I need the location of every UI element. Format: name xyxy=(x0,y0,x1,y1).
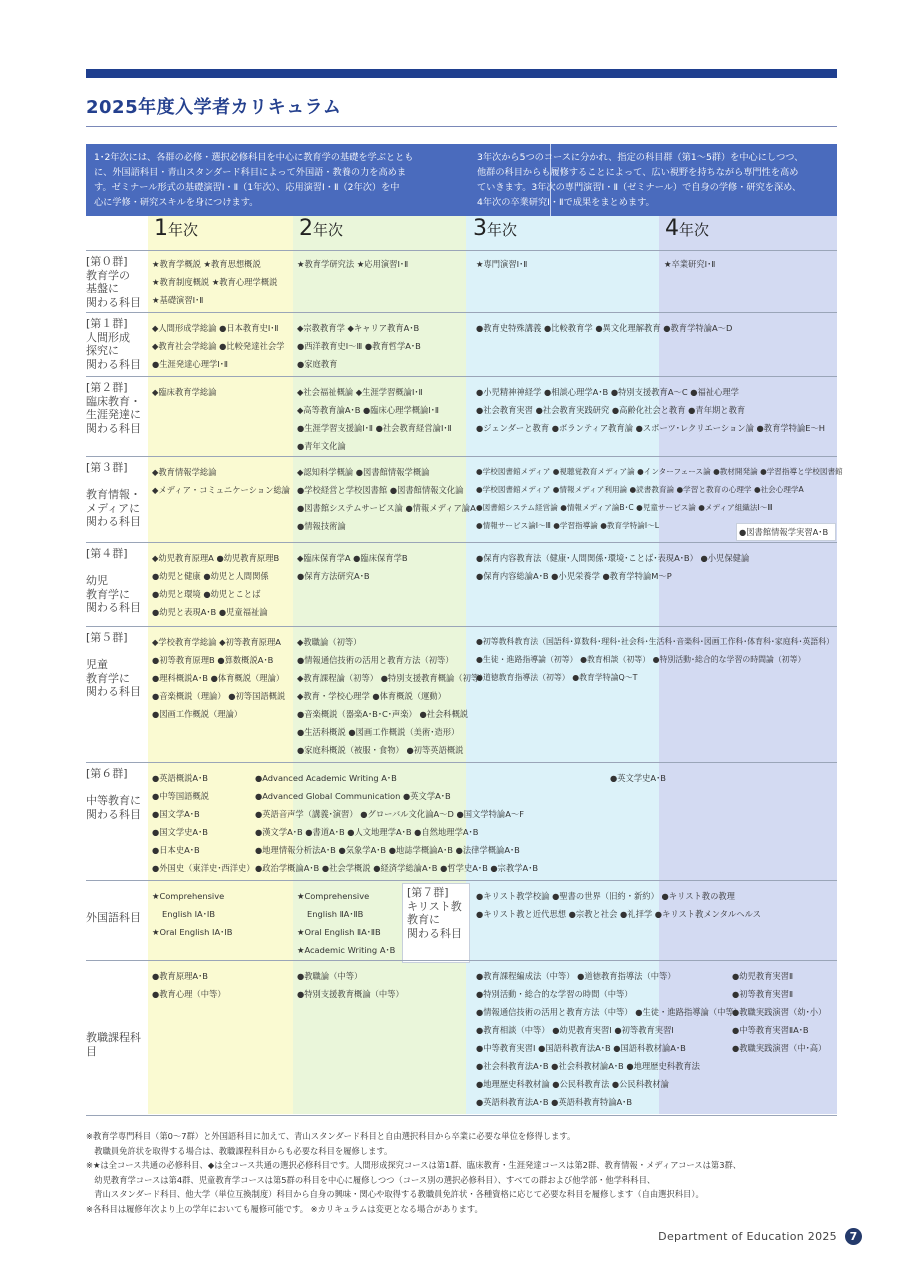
group-label: 外国語科目 xyxy=(86,911,141,924)
group-label: [第５群] 児童 教育学に 関わる科目 xyxy=(86,631,141,698)
year3-4-courses: ●英文学史A･B xyxy=(610,773,666,783)
page-title: 2025年度入学者カリキュラム xyxy=(86,97,342,118)
year2-courses: ★Comprehensive English ⅡA･ⅡB ★Oral English ⅡA･ⅡB ★Academic Writing A･B xyxy=(297,891,396,955)
footnotes: ※教育学専門科目（第0～7群）と外国語科目に加えて、青山スタンダード科目と自由選択科目から卒業に必要な単位を修得します。 教職員免許状を取得する場合は、教職課程科目からも必要な科目を履修します。 ※★は全コース共通の必修科目、◆は全コース共通の選択必修科目です。人間形成探究コースは第1群、臨床教育・生涯発達コースは第2群、教育情報・メディアコースは第3群、 幼児教育学コースは第4群、児童教育学コースは第5群の科目を中心に履修しつつ（コース別の選択必修科目）、すべての群および他学部・他学科科目、 青山スタンダード科目、他大学（単位互換制度）科目から自身の興味・関心や取得する教職員免許状・各種資格に応じて必要な科目を履修します（自由選択科目）。 ※各科目は履修年次より上の学年においても履修可能です。 ※カリキュラムは変更となる場合があります。 xyxy=(86,1131,742,1214)
year3-4-courses: ●キリスト教学校論 ●聖書の世界（旧約・新約） ●キリスト教の教理 ●キリスト教と近代思想 ●宗教と社会 ●礼拝学 ●キリスト教メンタルヘルス xyxy=(476,891,761,919)
page-number: 7 xyxy=(845,1228,862,1245)
year2-courses: ●教職論（中等） ●特別支援教育概論（中等） xyxy=(297,971,404,999)
year1-courses: ◆幼児教育原理A ●幼児教育原理B ●幼児と健康 ●幼児と人間関係 ●幼児と環境 ●幼児とことば ●幼児と表現A･B ●児童福祉論 xyxy=(152,553,280,617)
curriculum-row xyxy=(86,960,837,1116)
year4-courses: ★卒業研究Ⅰ･Ⅱ xyxy=(664,259,716,269)
year-3-header: 3年次 xyxy=(473,216,518,241)
year1-courses: ◆教育情報学総論 ◆メディア・コミュニケーション総論 xyxy=(152,467,290,495)
year1-courses: ◆臨床教育学総論 xyxy=(152,387,217,397)
group-label: [第０群] 教育学の 基盤に 関わる科目 xyxy=(86,255,141,309)
year-2-header: 2年次 xyxy=(299,216,344,241)
group-label: [第２群] 臨床教育・ 生涯発達に 関わる科目 xyxy=(86,381,141,435)
footer-text: Department of Education 2025 xyxy=(658,1230,837,1243)
curriculum-row xyxy=(86,762,837,881)
group-label: [第６群] 中等教育に 関わる科目 xyxy=(86,767,141,821)
year-4-header: 4年次 xyxy=(665,216,710,241)
year3-4-courses: ●学校図書館メディア ●視聴覚教育メディア論 ●インターフェース論 ●教材開発論 ●学習指導と学校図書館 ●学校図書館メディア ●情報メディア利用論 ●読書教育論 ●学習と教育の心理学 ●社会心理学A ●図書館システム経営論 ●情報メディア論B･C ●児童サービス論 ●メディア組織法Ⅰ～Ⅲ ●情報サービス論Ⅰ～Ⅲ ●学習指導論 ●教育学特論Ⅰ～L xyxy=(476,467,843,530)
intro-right: 3年次から5つのコースに分かれ、指定の科目群（第1～5群）を中心にしつつ、 他群の科目からも履修することによって、広い視野を持ちながら専門性を高め ていきます。3年次の専門演習Ⅰ・Ⅱ（ゼミナール）で自身の学修・研究を深め、 4年次の卒業研究Ⅰ・Ⅱで成果をまとめます。 xyxy=(477,152,804,208)
year1-courses: ●英語概説A･B ●中等国語概説 ●国文学A･B ●国文学史A･B ●日本史A･B ●外国史（東洋史･西洋史） xyxy=(152,773,255,873)
year2-courses: ◆臨床保育学A ●臨床保育学B ●保育方法研究A･B xyxy=(297,553,408,581)
year2-courses: ◆教職論（初等） ●情報通信技術の活用と教育方法（初等） ◆教育課程論（初等） ●特別支援教育概論（初等） ◆教育・学校心理学 ●体育概説（運動） ●音楽概説（器楽A･B･C･声楽） ●社会科概説 ●生活科概説 ●図画工作概説（美術･造形） ●家庭科概説（被服・食物） ●初等英語概説 xyxy=(297,637,488,755)
title-divider xyxy=(86,126,837,127)
year3-4-courses: ●初等教科教育法（国語科･算数科･理科･社会科･生活科･音楽科･図画工作科･体育科･家庭科･英語科） ●生徒・進路指導論（初等） ●教育相談（初等） ●特別活動･総合的な学習の時間論（初等） ●道徳教育指導法（初等） ●教育学特論Q～T xyxy=(476,637,835,682)
curriculum-row xyxy=(86,880,837,961)
group-label: [第１群] 人間形成 探究に 関わる科目 xyxy=(86,317,141,371)
intro-left: 1･2年次には、各群の必修・選択必修科目を中心に教育学の基礎を学ぶととも に、外国語科目・青山スタンダード科目によって外国語・教養の力を高めま す。ゼミナール形式の基礎演習Ⅰ・Ⅱ（1年次）、応用演習Ⅰ・Ⅱ（2年次）を中 心に学修・研究スキルを身につけます。 xyxy=(94,152,414,208)
curriculum-row xyxy=(86,376,837,457)
year3-courses: ★専門演習Ⅰ･Ⅱ xyxy=(476,259,528,269)
curriculum-row xyxy=(86,456,843,543)
library-practicum-box: ●図書館情報学実習A･B xyxy=(736,523,836,541)
curriculum-row xyxy=(86,542,837,627)
year3-4-courses: ●保育内容教育法（健康･人間関係･環境･ことば･表現A･B） ●小児保健論 ●保育内容総論A･B ●小児栄養学 ●教育学特論M～P xyxy=(476,553,750,581)
year-1-header: 1年次 xyxy=(154,216,199,241)
year1-courses: ★Comprehensive English ⅠA･ⅠB ★Oral English ⅠA･ⅠB xyxy=(152,891,233,937)
year1-courses: ★教育学概説 ★教育思想概説 ★教育制度概説 ★教育心理学概説 ★基礎演習Ⅰ･Ⅱ xyxy=(152,259,278,305)
curriculum-row xyxy=(86,250,837,313)
year2-courses: ◆社会福祉概論 ◆生涯学習概論Ⅰ･Ⅱ ◆高等教育論A･B ●臨床心理学概論Ⅰ･Ⅱ ●生涯学習支援論Ⅰ･Ⅱ ●社会教育経営論Ⅰ･Ⅱ ●青年文化論 xyxy=(297,387,452,451)
year2-courses: ★教育学研究法 ★応用演習Ⅰ･Ⅱ xyxy=(297,259,409,269)
year2-3-courses: ●Advanced Academic Writing A･B ●Advanced Global Communication ●英文学A･B ●英語音声学（講義･演習） ●グローバル文化論A～D ●国文学特論A～F ●漢文学A･B ●書道A･B ●人文地理学A･B ●自然地理学A･B ●地理情報分析法A･B ●気象学A･B ●地誌学概論A･B ●法律学概論A･B ●政治学概論A･B ●社会学概説 ●経済学総論A･B ●哲学史A･B ●宗教学A･B xyxy=(255,773,539,873)
year3-courses: ●教育課程編成法（中等） ●道徳教育指導法（中等） ●特別活動・総合的な学習の時間（中等） ●情報通信技術の活用と教育方法（中等） ●生徒・進路指導論（中等） ●教育相談（中等） ●幼児教育実習Ⅰ ●初等教育実習Ⅰ ●中等教育実習Ⅰ ●国語科教育法A･B ●国語科教材論A･B ●社会科教育法A･B ●社会科教材論A･B ●地理歴史科教育法 ●地理歴史科教材論 ●公民科教育法 ●公民科教材論 ●英語科教育法A･B ●英語科教育特論A･B xyxy=(476,971,743,1107)
intro-panel xyxy=(86,144,837,216)
year4-courses: ●幼児教育実習Ⅱ ●初等教育実習Ⅱ ●教職実践演習（幼･小） ●中等教育実習ⅡA･B ●教職実践演習（中･高） xyxy=(732,971,827,1053)
year1-courses: ●教育原理A･B ●教育心理（中等） xyxy=(152,971,226,999)
group7-label: [第７群] キリスト教 教育に 関わる科目 xyxy=(402,883,470,963)
curriculum-row xyxy=(86,312,837,377)
year3-4-courses: ●教育史特殊講義 ●比較教育学 ●異文化理解教育 ●教育学特論A～D xyxy=(476,323,733,333)
year2-courses: ◆宗教教育学 ◆キャリア教育A･B ●西洋教育史Ⅰ～Ⅲ ●教育哲学A･B ●家庭教育 xyxy=(297,323,421,369)
group-label: [第３群] 教育情報・ メディアに 関わる科目 xyxy=(86,461,141,528)
year2-courses: ◆認知科学概論 ●図書館情報学概論 ●学校経営と学校図書館 ●図書館情報文化論 ●図書館システムサービス論 ●情報メディア論A ●情報技術論 xyxy=(297,467,476,531)
top-accent-bar xyxy=(86,69,837,78)
group-label: 教職課程科目 xyxy=(86,1031,141,1058)
group-label: [第４群] 幼児 教育学に 関わる科目 xyxy=(86,547,141,614)
curriculum-row xyxy=(86,626,837,763)
year1-courses: ◆人間形成学総論 ●日本教育史Ⅰ･Ⅱ ◆教育社会学総論 ●比較発達社会学 ●生涯発達心理学Ⅰ･Ⅱ xyxy=(152,323,285,369)
year3-4-courses: ●小児精神神経学 ●相談心理学A･B ●特別支援教育A～C ●福祉心理学 ●社会教育実習 ●社会教育実践研究 ●高齢化社会と教育 ●青年期と教育 ●ジェンダーと教育 ●ボランティア教育論 ●スポーツ･レクリエーション論 ●教育学特論E～H xyxy=(476,387,826,433)
year1-courses: ◆学校教育学総論 ◆初等教育原理A ●初等教育原理B ●算数概説A･B ●理科概説A･B ●体育概説（理論） ●音楽概説（理論） ●初等国語概説 ●図画工作概説（理論） xyxy=(152,637,286,719)
